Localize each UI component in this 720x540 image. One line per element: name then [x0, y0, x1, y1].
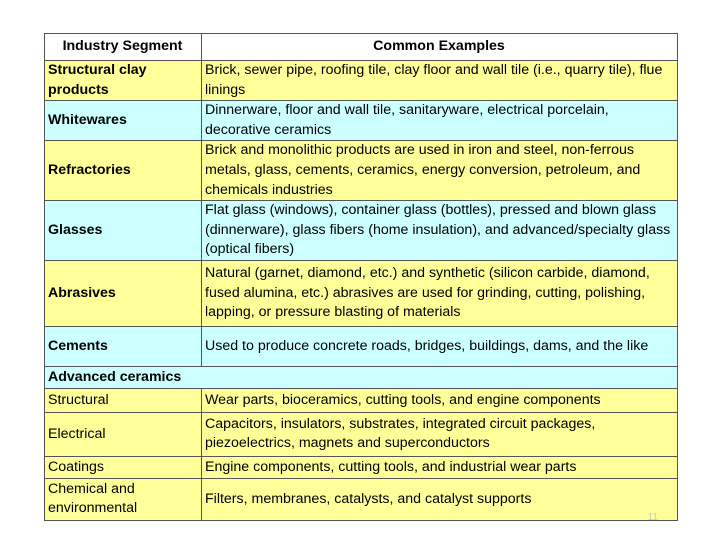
- header-row: [45, 34, 678, 61]
- table-row: [45, 412, 678, 456]
- examples-cell: Natural (garnet, diamond, etc.) and synthetic (silicon carbide, diamond, fused alumina, etc.) abrasives are used for grinding, cutting, polishing, lapping, or pressure blasting of materials: [202, 260, 678, 326]
- examples-cell: Capacitors, insulators, substrates, integrated circuit packages, piezoelectrics, magnets and superconductors: [202, 412, 678, 456]
- table-row: [45, 478, 678, 520]
- advanced-ceramics-heading: Advanced ceramics: [45, 366, 678, 388]
- table-row: [45, 456, 678, 478]
- examples-cell: Wear parts, bioceramics, cutting tools, and engine components: [202, 388, 678, 412]
- segment-cell: Chemical and environmental: [45, 478, 202, 520]
- examples-cell: Brick, sewer pipe, roofing tile, clay floor and wall tile (i.e., quarry tile), flue linings: [202, 61, 678, 101]
- segment-cell: Glasses: [45, 201, 202, 261]
- segment-cell: Structural: [45, 388, 202, 412]
- examples-cell: Engine components, cutting tools, and industrial wear parts: [202, 456, 678, 478]
- examples-cell: Filters, membranes, catalysts, and catalyst supports: [202, 478, 678, 520]
- table-row: [45, 61, 678, 101]
- table-row: [45, 260, 678, 326]
- table-row: [45, 388, 678, 412]
- examples-cell: Dinnerware, floor and wall tile, sanitaryware, electrical porcelain, decorative ceramics: [202, 101, 678, 141]
- ceramics-table: [44, 33, 678, 521]
- segment-cell: Electrical: [45, 412, 202, 456]
- examples-cell: Flat glass (windows), container glass (bottles), pressed and blown glass (dinnerware), glass fibers (home insulation), and advanced/specialty glass (optical fibers): [202, 201, 678, 261]
- segment-cell: Coatings: [45, 456, 202, 478]
- table-row: [45, 141, 678, 201]
- table-row: [45, 201, 678, 261]
- table-row: [45, 101, 678, 141]
- header-common-examples: Common Examples: [202, 34, 678, 61]
- header-industry-segment: Industry Segment: [45, 34, 202, 61]
- segment-cell: Structural clay products: [45, 61, 202, 101]
- segment-cell: Whitewares: [45, 101, 202, 141]
- segment-cell: Refractories: [45, 141, 202, 201]
- segment-cell: Cements: [45, 326, 202, 366]
- segment-cell: Abrasives: [45, 260, 202, 326]
- examples-cell: Used to produce concrete roads, bridges, buildings, dams, and the like: [202, 326, 678, 366]
- page-number: 11: [647, 512, 658, 523]
- advanced-ceramics-row: [45, 366, 678, 388]
- table-row: [45, 326, 678, 366]
- examples-cell: Brick and monolithic products are used in iron and steel, non-ferrous metals, glass, cements, ceramics, energy conversion, petroleum, and chemicals industries: [202, 141, 678, 201]
